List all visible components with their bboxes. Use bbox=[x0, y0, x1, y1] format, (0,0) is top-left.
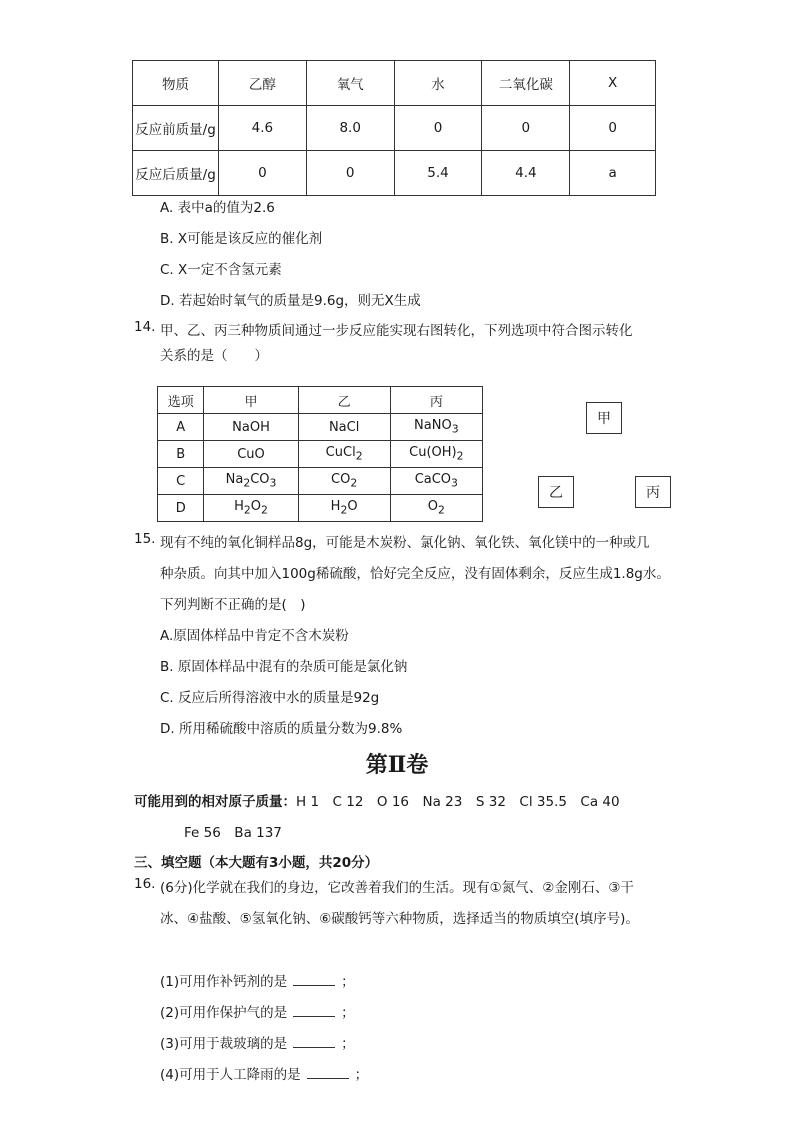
table-cell: A bbox=[158, 414, 204, 441]
formula-text: CuCl bbox=[325, 445, 356, 461]
table-cell: B bbox=[158, 441, 204, 468]
table-cell: 反应后质量/g bbox=[133, 151, 219, 196]
table-cell: 0 bbox=[306, 151, 394, 196]
q16-item-sep: ； bbox=[341, 1005, 355, 1021]
table-cell: 4.4 bbox=[482, 151, 570, 196]
table-cell: NaOH bbox=[204, 414, 298, 441]
table-cell: D bbox=[158, 495, 204, 522]
formula-subscript: 2 bbox=[340, 503, 348, 517]
q16-item-1 bbox=[160, 970, 355, 990]
diagram-box-bing: 丙 bbox=[635, 476, 671, 508]
table-header-row bbox=[158, 387, 483, 414]
table-cell bbox=[298, 441, 390, 468]
table-cell: 5.4 bbox=[394, 151, 482, 196]
part3-heading: 三、填空题（本大题有3小题，共20分） bbox=[134, 855, 379, 871]
formula-subscript: 3 bbox=[269, 476, 277, 490]
formula-text: O bbox=[250, 499, 262, 515]
table-cell bbox=[390, 495, 482, 522]
q16-item-3 bbox=[160, 1032, 355, 1052]
atomic-masses-line1 bbox=[134, 790, 620, 810]
table-cell bbox=[298, 495, 390, 522]
q16-item-text: (1)可用作补钙剂的是 bbox=[160, 974, 288, 990]
atomic-masses-line2: Fe 56 Ba 137 bbox=[184, 825, 282, 841]
q13-option-d: D. 若起始时氧气的质量是9.6g，则无X生成 bbox=[160, 293, 421, 309]
table-row bbox=[158, 441, 483, 468]
table-cell: CuO bbox=[204, 441, 298, 468]
q15-number: 15. bbox=[134, 531, 156, 547]
q15-stem-line3: 下列判断不正确的是( ) bbox=[160, 597, 306, 613]
formula-text: CaCO bbox=[414, 472, 452, 488]
formula-subscript: 2 bbox=[437, 503, 445, 517]
formula-text: CO bbox=[250, 472, 270, 488]
q16-item-4 bbox=[160, 1063, 368, 1083]
formula-subscript: 2 bbox=[261, 503, 268, 517]
q16-item-sep: ； bbox=[341, 974, 355, 990]
table-cell: NaCl bbox=[298, 414, 390, 441]
table-cell bbox=[204, 468, 298, 495]
answer-blank[interactable] bbox=[293, 1035, 335, 1048]
table-cell: 0 bbox=[218, 151, 306, 196]
formula-text: O bbox=[427, 499, 438, 515]
formula-subscript: 2 bbox=[243, 503, 251, 517]
q13-option-a: A. 表中a的值为2.6 bbox=[160, 200, 275, 216]
q16-item-text: (3)可用于裁玻璃的是 bbox=[160, 1036, 288, 1052]
options-table bbox=[157, 386, 483, 522]
formula-text: O bbox=[347, 499, 358, 515]
diagram-box-jia: 甲 bbox=[586, 402, 622, 434]
q16-item-text: (4)可用于人工降雨的是 bbox=[160, 1067, 301, 1083]
q16-stem-line2: 冰、④盐酸、⑤氢氧化钠、⑥碳酸钙等六种物质，选择适当的物质填空(填序号)。 bbox=[160, 911, 639, 927]
q15-option-a: A.原固体样品中肯定不含木炭粉 bbox=[160, 628, 349, 644]
q16-stem-line1: (6分)化学就在我们的身边，它改善着我们的生活。现有①氮气、②金刚石、③干 bbox=[160, 880, 634, 896]
formula-subscript: 2 bbox=[350, 476, 358, 490]
formula-text: CO bbox=[331, 472, 351, 488]
q16-item-sep: ； bbox=[354, 1067, 369, 1083]
table-header-cell: 选项 bbox=[158, 387, 204, 414]
q15-option-d: D. 所用稀硫酸中溶质的质量分数为9.8% bbox=[160, 721, 403, 737]
formula-subscript: 2 bbox=[456, 449, 464, 463]
formula-subscript: 3 bbox=[451, 476, 458, 490]
table-header-cell: 乙醇 bbox=[218, 61, 306, 106]
q13-option-b: B. X可能是该反应的催化剂 bbox=[160, 231, 323, 247]
atomic-masses-label: 可能用到的相对原子质量： bbox=[134, 794, 296, 810]
q15-stem-line2: 种杂质。向其中加入100g稀硫酸，恰好完全反应，没有固体剩余，反应生成1.8g水。 bbox=[160, 566, 670, 582]
q13-option-c: C. X一定不含氢元素 bbox=[160, 262, 282, 278]
table-row bbox=[158, 495, 483, 522]
q16-item-2 bbox=[160, 1001, 355, 1021]
table-row bbox=[133, 106, 656, 151]
q15-option-c: C. 反应后所得溶液中水的质量是92g bbox=[160, 690, 380, 706]
table-cell: 0 bbox=[482, 106, 570, 151]
table-cell: C bbox=[158, 468, 204, 495]
formula-text: Na bbox=[225, 472, 244, 488]
q15-option-b: B. 原固体样品中混有的杂质可能是氯化钠 bbox=[160, 659, 408, 675]
table-header-cell: X bbox=[570, 61, 656, 106]
table-header-cell: 乙 bbox=[298, 387, 390, 414]
table-header-cell: 水 bbox=[394, 61, 482, 106]
table-cell: 反应前质量/g bbox=[133, 106, 219, 151]
formula-subscript: 2 bbox=[355, 449, 363, 463]
formula-subscript: 3 bbox=[451, 422, 459, 436]
diagram-box-yi: 乙 bbox=[538, 476, 574, 508]
table-header-row bbox=[133, 61, 656, 106]
table-cell bbox=[390, 414, 482, 441]
answer-blank[interactable] bbox=[293, 1004, 335, 1017]
formula-text: H bbox=[234, 499, 244, 515]
answer-blank[interactable] bbox=[307, 1066, 349, 1079]
atomic-masses-values: H 1 C 12 O 16 Na 23 S 32 Cl 35.5 Ca 40 bbox=[296, 794, 620, 810]
table-header-cell: 丙 bbox=[390, 387, 482, 414]
formula-text: NaNO bbox=[414, 418, 452, 434]
table-header-cell: 物质 bbox=[133, 61, 219, 106]
q15-stem-line1: 现有不纯的氧化铜样品8g，可能是木炭粉、氯化钠、氧化铁、氧化镁中的一种或几 bbox=[160, 535, 650, 551]
table-row bbox=[158, 414, 483, 441]
table-cell bbox=[390, 468, 482, 495]
table-row bbox=[158, 468, 483, 495]
q14-number: 14. bbox=[134, 319, 156, 335]
table-cell bbox=[298, 468, 390, 495]
q16-number: 16. bbox=[134, 876, 156, 892]
table-header-cell: 甲 bbox=[204, 387, 298, 414]
table-cell bbox=[390, 441, 482, 468]
table-row bbox=[133, 151, 656, 196]
q14-stem-line1: 甲、乙、丙三种物质间通过一步反应能实现右图转化，下列选项中符合图示转化 bbox=[160, 323, 633, 339]
formula-subscript: 2 bbox=[243, 476, 251, 490]
table-cell: 0 bbox=[570, 106, 656, 151]
table-cell: 0 bbox=[394, 106, 482, 151]
table-cell: a bbox=[570, 151, 656, 196]
formula-text: H bbox=[330, 499, 341, 515]
q14-stem-line2: 关系的是（ ） bbox=[160, 348, 268, 364]
q16-item-sep: ； bbox=[341, 1036, 355, 1052]
table-header-cell: 氧气 bbox=[306, 61, 394, 106]
table-cell: 4.6 bbox=[218, 106, 306, 151]
section-title: 第Ⅱ卷 bbox=[365, 752, 429, 778]
formula-text: Cu(OH) bbox=[409, 445, 457, 461]
q16-item-text: (2)可用作保护气的是 bbox=[160, 1005, 288, 1021]
mass-table bbox=[132, 60, 656, 196]
table-cell bbox=[204, 495, 298, 522]
table-header-cell: 二氧化碳 bbox=[482, 61, 570, 106]
table-cell: 8.0 bbox=[306, 106, 394, 151]
answer-blank[interactable] bbox=[293, 973, 335, 986]
